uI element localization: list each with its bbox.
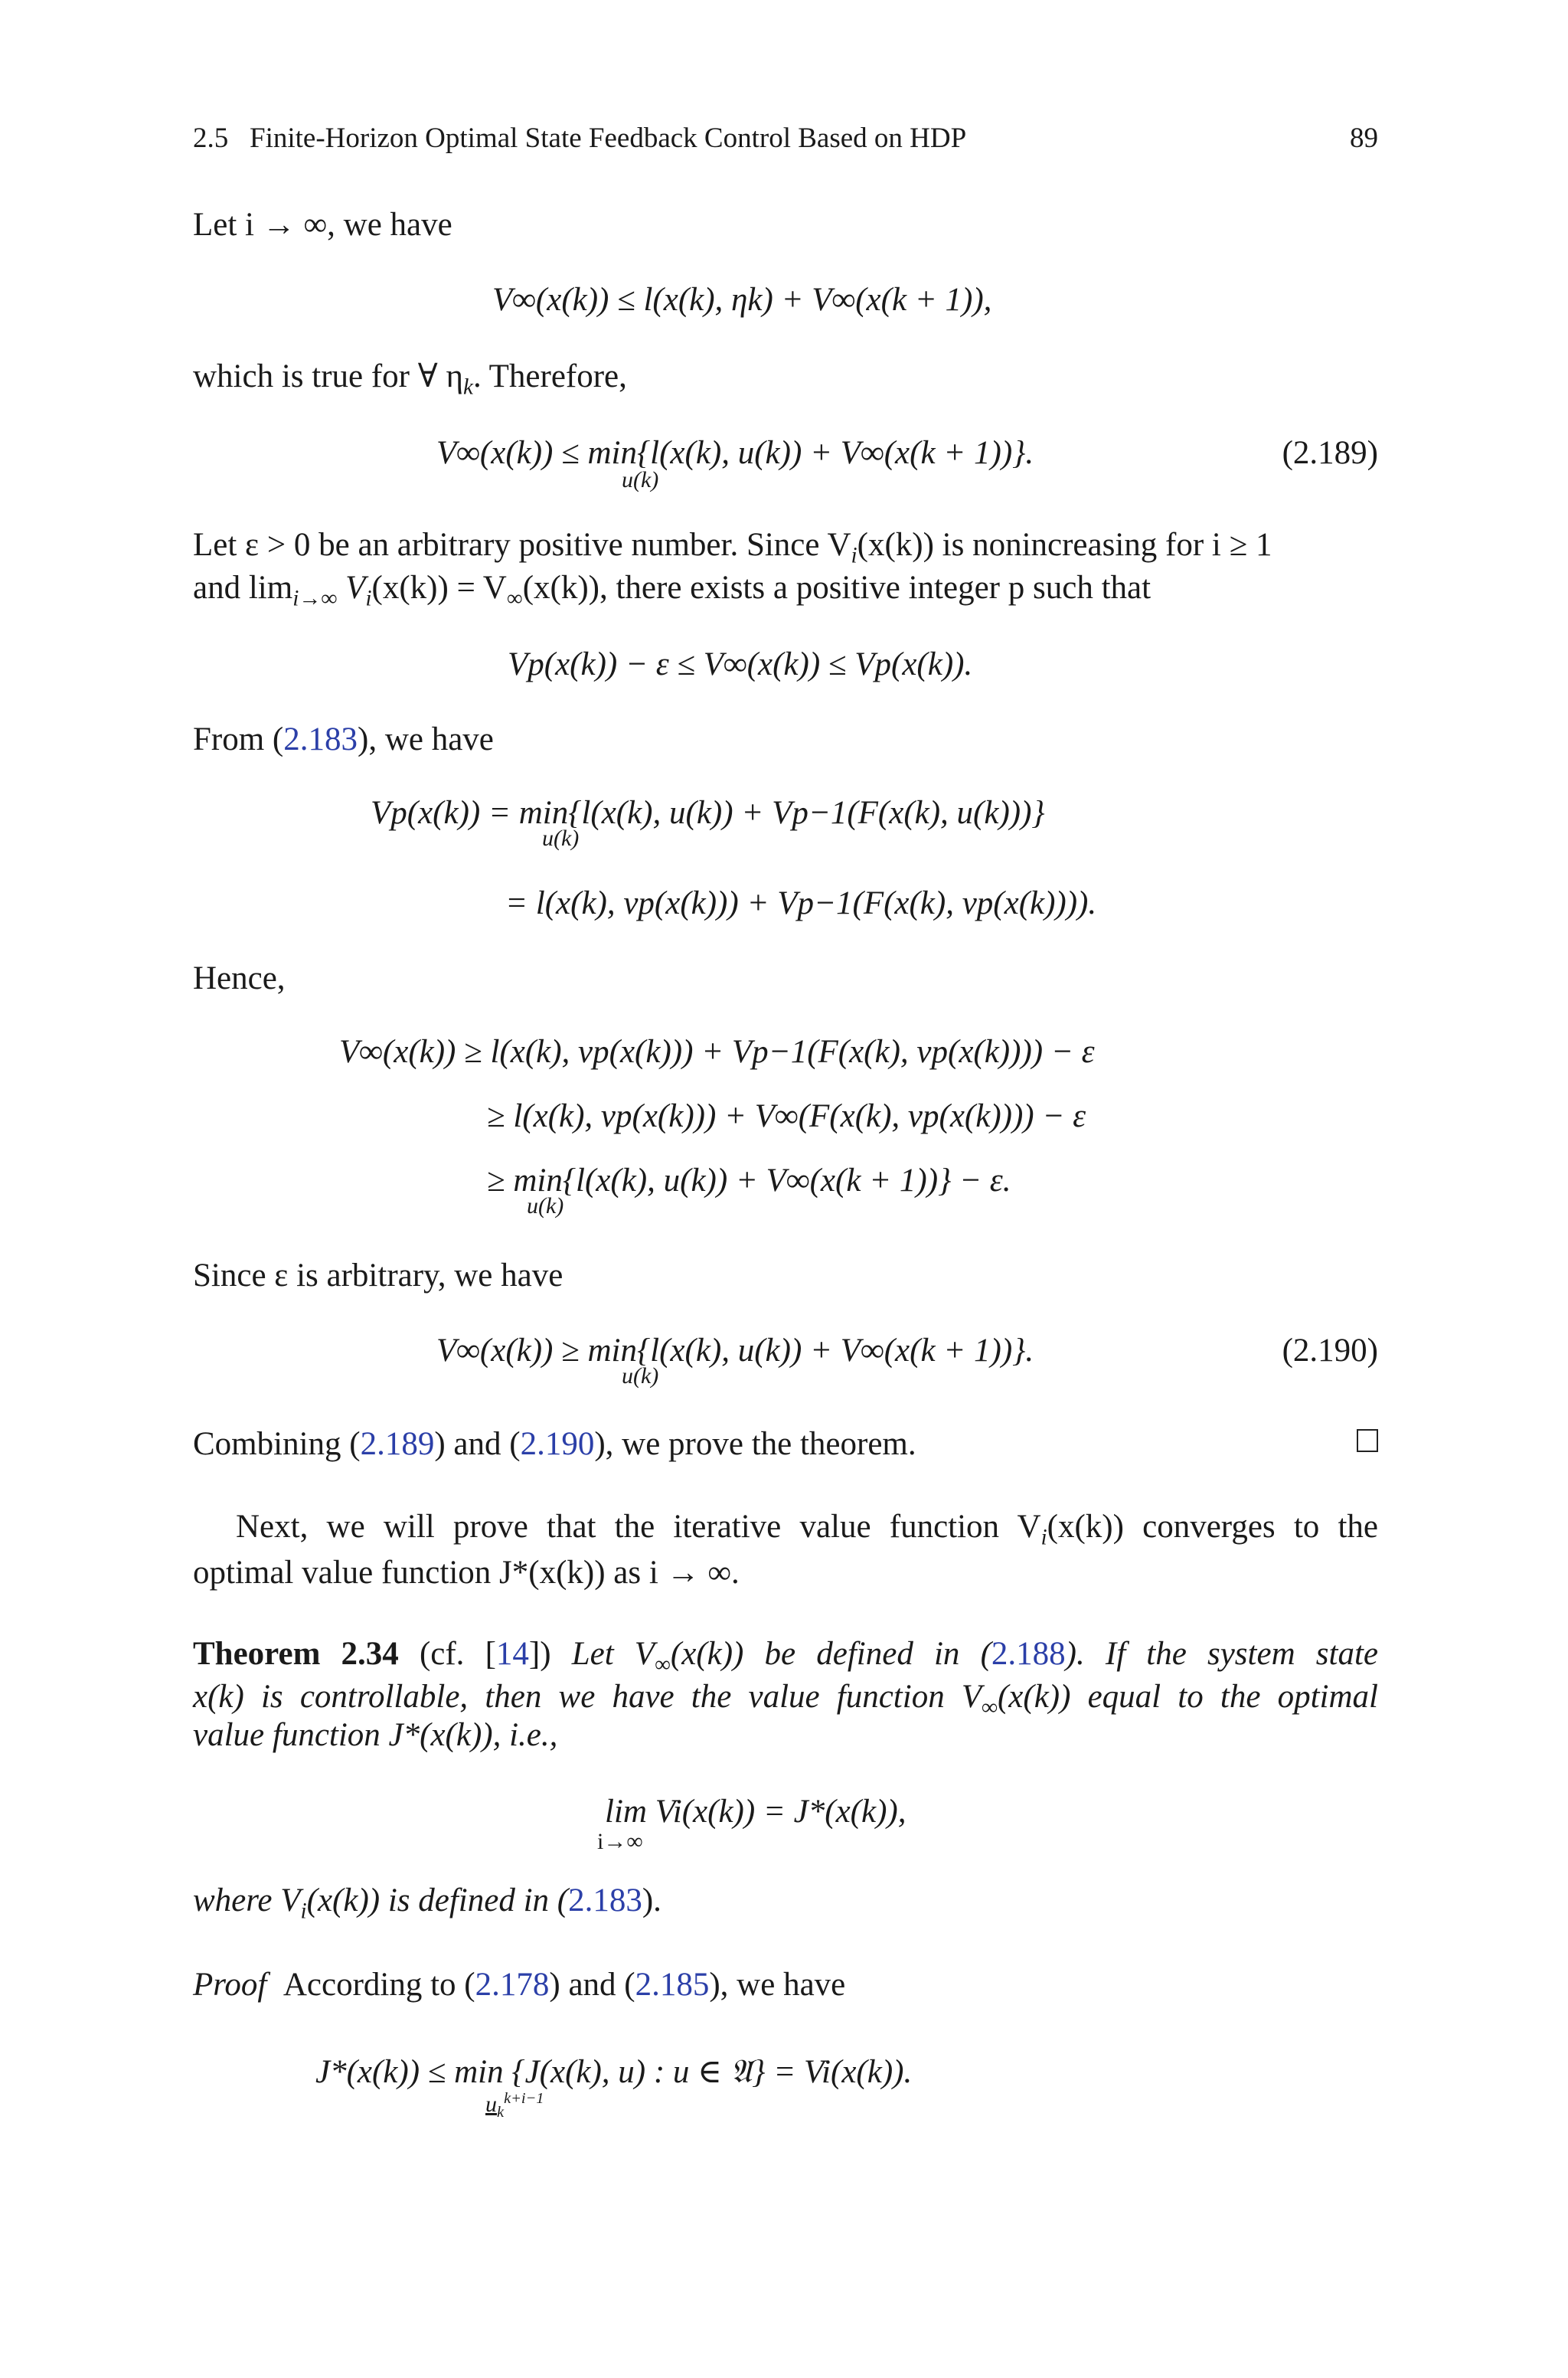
ref-2-189[interactable]: 2.189 xyxy=(360,1426,435,1462)
equation-number-189: (2.189) xyxy=(1282,435,1378,471)
paragraph-where: where $V_i(x(k))$ is defined in (2.183). xyxy=(193,1882,662,1924)
lim-subscript: i→∞ xyxy=(597,1829,643,1854)
proof-label: Proof xyxy=(193,1967,267,2003)
equation-vp-line1: Vp(x(k)) = min{l(x(k), u(k)) + Vp−1(F(x(k), u(k)))} xyxy=(371,795,1045,831)
min-subscript-vp: u(k) xyxy=(542,826,580,851)
paragraph-true-for-all: which is true for ∀ $\eta_k$. Therefore, xyxy=(193,358,627,400)
ref-2-183-b[interactable]: 2.183 xyxy=(568,1882,642,1918)
page-number: 89 xyxy=(1350,123,1378,154)
paragraph-from-2-183: From (2.183), we have xyxy=(193,721,494,757)
theorem-label: Theorem 2.34 xyxy=(193,1636,399,1672)
min-subscript-hence: u(k) xyxy=(527,1193,564,1218)
paragraph-epsilon-line1: Let ε > 0 be an arbitrary positive number. Since $V_i(x(k))$ is nonincreasing for i ≥ 1 xyxy=(193,527,1272,568)
paragraph-since-arbitrary: Since ε is arbitrary, we have xyxy=(193,1258,564,1294)
min-subscript-final: $u_k^{k+i-1}$ xyxy=(485,2090,544,2121)
section-title: Finite-Horizon Optimal State Feedback Control Based on HDP xyxy=(250,123,967,154)
paragraph-proof: Proof According to (2.178) and (2.185), we have xyxy=(193,1967,846,2003)
equation-2-189: V∞(x(k)) ≤ min{l(x(k), u(k)) + V∞(x(k + 1))}. xyxy=(436,435,1034,471)
equation-number-190: (2.190) xyxy=(1282,1333,1378,1369)
ref-2-185[interactable]: 2.185 xyxy=(635,1967,710,2003)
paragraph-hence: Hence, xyxy=(193,960,286,996)
ref-2-190[interactable]: 2.190 xyxy=(520,1426,595,1462)
min-subscript-190: u(k) xyxy=(622,1363,659,1389)
ref-2-183[interactable]: 2.183 xyxy=(283,721,358,757)
section-number: 2.5 xyxy=(193,123,229,154)
equation-hence-line3: ≥ min{l(x(k), u(k)) + V∞(x(k + 1))} − ε. xyxy=(487,1163,1011,1199)
paragraph-let-i: Let i → ∞, we have xyxy=(193,207,452,243)
paragraph-next-line2: optimal value function J*(x(k)) as i → ∞. xyxy=(193,1555,740,1591)
equation-hence-line2: ≥ l(x(k), vp(x(k))) + V∞(F(x(k), vp(x(k)))) − ε xyxy=(487,1098,1086,1134)
equation-vp-line2: = l(x(k), vp(x(k))) + Vp−1(F(x(k), vp(x(k)))). xyxy=(505,885,1097,921)
qed-square-icon xyxy=(1357,1429,1378,1452)
theorem-line1: Theorem 2.34 (cf. [14]) Let $V_\infty(x(k))$ be defined in (2.188). If the system state xyxy=(193,1636,1378,1677)
ref-2-188[interactable]: 2.188 xyxy=(991,1636,1066,1672)
equation-vp-bound: Vp(x(k)) − ε ≤ V∞(x(k)) ≤ Vp(x(k)). xyxy=(508,646,973,682)
equation-limit-theorem: lim Vi(x(k)) = J*(x(k)), xyxy=(605,1794,906,1830)
equation-limit-bound: V∞(x(k)) ≤ l(x(k), ηk) + V∞(x(k + 1)), xyxy=(492,282,992,318)
paragraph-next-line1: Next, we will prove that the iterative value function $V_i(x(k))$ converges to the xyxy=(236,1509,1378,1550)
citation-14[interactable]: 14 xyxy=(495,1636,529,1672)
theorem-line2: x(k) is controllable, then we have the value function $V_\infty(x(k))$ equal to the optimal xyxy=(193,1679,1378,1720)
min-subscript-189: u(k) xyxy=(622,467,659,492)
equation-final: J*(x(k)) ≤ min {J(x(k), u) : u ∈ 𝔄} = Vi(x(k)). xyxy=(315,2054,913,2090)
theorem-line3: value function J*(x(k)), i.e., xyxy=(193,1717,558,1753)
equation-hence-line1: V∞(x(k)) ≥ l(x(k), vp(x(k))) + Vp−1(F(x(k), vp(x(k)))) − ε xyxy=(339,1034,1095,1070)
paragraph-combining: Combining (2.189) and (2.190), we prove the theorem. xyxy=(193,1426,916,1462)
running-head xyxy=(193,124,966,152)
ref-2-178[interactable]: 2.178 xyxy=(475,1967,550,2003)
equation-2-190: V∞(x(k)) ≥ min{l(x(k), u(k)) + V∞(x(k + 1))}. xyxy=(436,1333,1034,1369)
paragraph-epsilon-line2: and $\lim_{i\to\infty} V_i(x(k)) = V_\infty(x(k))$, there exists a positive integer p such that xyxy=(193,570,1152,611)
